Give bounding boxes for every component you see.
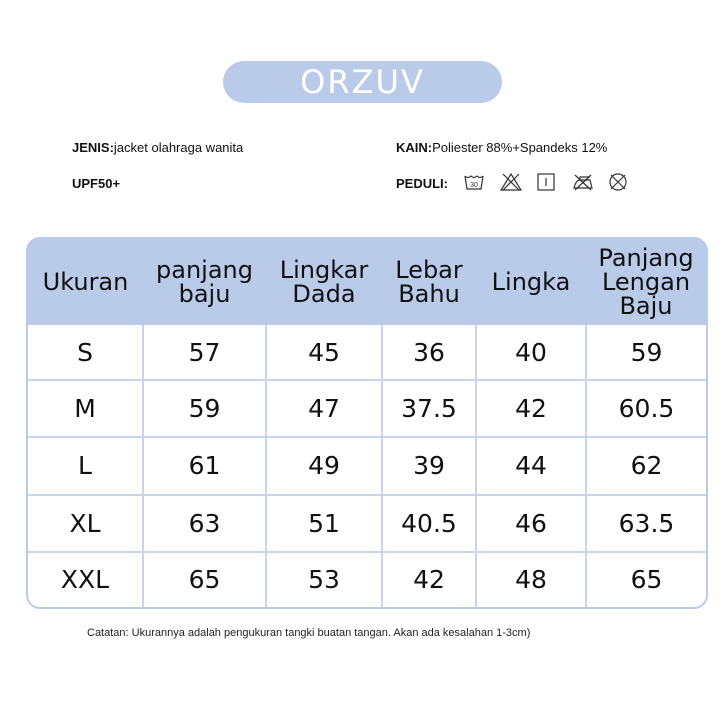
measurement-cell: 65	[143, 552, 266, 607]
measurement-cell: 40	[476, 325, 586, 380]
column-header: Ukuran	[28, 239, 143, 325]
measurement-cell: 57	[143, 325, 266, 380]
measurement-cell: 44	[476, 437, 586, 494]
jenis-info	[72, 140, 243, 155]
no-iron-icon	[572, 171, 608, 193]
measurement-cell: 45	[266, 325, 382, 380]
line-dry-icon	[536, 171, 572, 193]
measurement-cell: 59	[586, 325, 706, 380]
measurement-cell: 51	[266, 495, 382, 552]
table-row	[28, 325, 706, 380]
no-bleach-icon	[500, 171, 536, 193]
measurement-cell: 39	[382, 437, 476, 494]
no-dry-clean-icon	[608, 171, 644, 193]
size-chart	[26, 237, 708, 609]
brand-name: ORZUV	[300, 63, 425, 101]
measurement-cell: 46	[476, 495, 586, 552]
measurement-cell: 63	[143, 495, 266, 552]
size-cell: L	[28, 437, 143, 494]
measurement-cell: 59	[143, 380, 266, 437]
peduli-label: PEDULI:	[396, 176, 448, 191]
upf-info	[72, 176, 120, 191]
table-row	[28, 437, 706, 494]
kain-value: Poliester 88%+Spandeks 12%	[432, 140, 608, 155]
measurement-cell: 47	[266, 380, 382, 437]
table-body	[28, 325, 706, 607]
measurement-cell: 63.5	[586, 495, 706, 552]
column-header: Lebar Bahu	[382, 239, 476, 325]
measurement-cell: 48	[476, 552, 586, 607]
size-cell: XL	[28, 495, 143, 552]
table-row	[28, 495, 706, 552]
upf-label: UPF50+	[72, 176, 121, 191]
measurement-cell: 37.5	[382, 380, 476, 437]
jenis-value: jacket olahraga wanita	[113, 140, 244, 155]
measurement-cell: 42	[382, 552, 476, 607]
column-header: Lingka	[476, 239, 586, 325]
peduli-info	[396, 176, 448, 191]
kain-info	[396, 140, 607, 155]
measurement-note: Catatan: Ukurannya adalah pengukuran tangki buatan tangan. Akan ada kesalahan 1-3cm)	[87, 627, 531, 639]
size-cell: S	[28, 325, 143, 380]
wash-30-icon	[464, 171, 500, 193]
care-icons	[464, 171, 644, 193]
measurement-cell: 65	[586, 552, 706, 607]
measurement-cell: 60.5	[586, 380, 706, 437]
measurement-cell: 62	[586, 437, 706, 494]
size-table	[28, 239, 706, 607]
measurement-cell: 42	[476, 380, 586, 437]
jenis-label: JENIS:	[72, 140, 114, 155]
measurement-cell: 61	[143, 437, 266, 494]
measurement-cell: 40.5	[382, 495, 476, 552]
measurement-cell: 49	[266, 437, 382, 494]
brand-banner	[223, 61, 502, 103]
column-header: Panjang Lengan Baju	[586, 239, 706, 325]
kain-label: KAIN:	[396, 140, 433, 155]
wash-temp: 30	[470, 182, 478, 189]
measurement-cell: 53	[266, 552, 382, 607]
column-header: Lingkar Dada	[266, 239, 382, 325]
column-header: panjang baju	[143, 239, 266, 325]
table-row	[28, 552, 706, 607]
size-cell: M	[28, 380, 143, 437]
header-row	[28, 239, 706, 325]
size-cell: XXL	[28, 552, 143, 607]
table-row	[28, 380, 706, 437]
measurement-cell: 36	[382, 325, 476, 380]
